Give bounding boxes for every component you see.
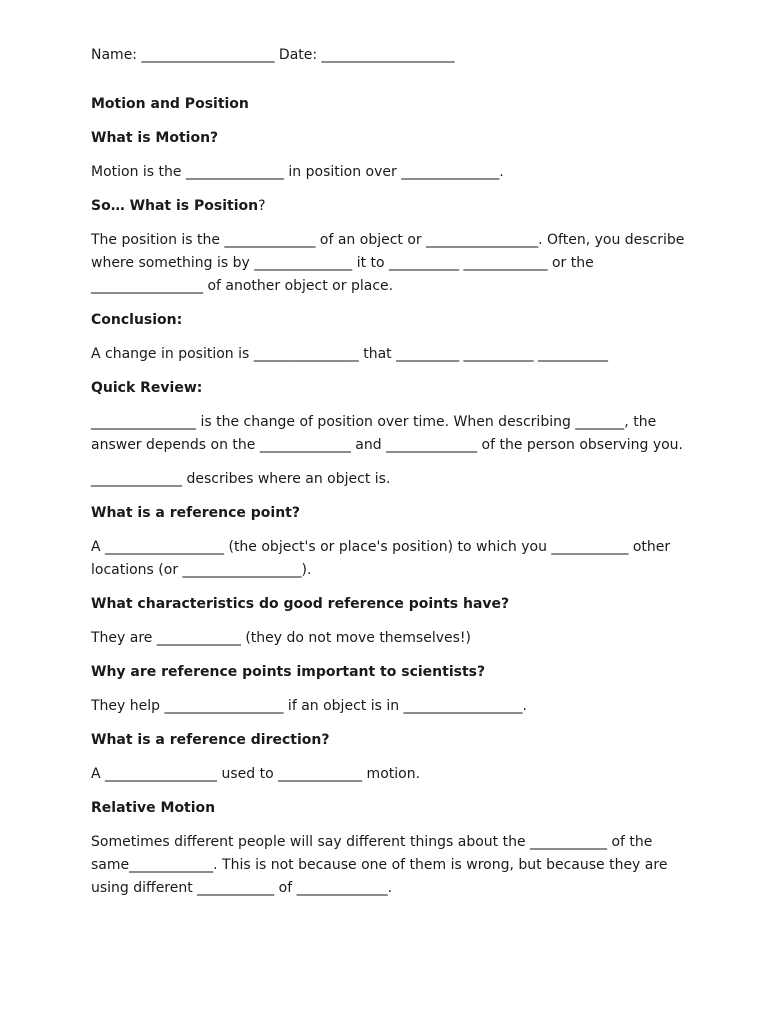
name-date-line: Name: ___________________ Date: ___________________ xyxy=(91,47,455,63)
section-text-quick-review-2: _____________ describes where an object is. xyxy=(91,471,391,487)
section-text-quick-review-1: _______________ is the change of position over time. When describing _______, the answer depends on the _____________ and _____________ of the person observing you. xyxy=(91,414,684,453)
section-heading-characteristics: What characteristics do good reference points have? xyxy=(91,596,510,612)
section-text-conclusion: A change in position is _______________ that _________ __________ __________ xyxy=(91,346,608,362)
section-text-position: The position is the _____________ of an object or ________________. Often, you describe where something is by ______________ it to __________ ____________ or the ________________ of another object or place. xyxy=(91,232,685,294)
section-text-relative-motion: Sometimes different people will say different things about the ___________ of the same____________. This is not because one of them is wrong, but because they are using different ___________ of _____________. xyxy=(91,834,668,896)
section-heading-quick-review: Quick Review: xyxy=(91,380,203,396)
section-text-reference-direction: A ________________ used to ____________ motion. xyxy=(91,766,421,782)
section-heading-reference-point: What is a reference point? xyxy=(91,505,300,521)
worksheet-page xyxy=(91,44,691,900)
section-heading-importance: Why are reference points important to scientists? xyxy=(91,664,486,680)
section-text-motion: Motion is the ______________ in position over ______________. xyxy=(91,164,504,180)
section-text-reference-point: A _________________ (the object's or place's position) to which you ___________ other locations (or _________________). xyxy=(91,539,671,578)
section-heading-position xyxy=(91,195,691,218)
section-heading-reference-direction: What is a reference direction? xyxy=(91,732,330,748)
section-heading-conclusion: Conclusion: xyxy=(91,312,183,328)
section-heading-motion: What is Motion? xyxy=(91,130,219,146)
section-text-importance: They help _________________ if an object is in _________________. xyxy=(91,698,527,714)
section-text-characteristics: They are ____________ (they do not move themselves!) xyxy=(91,630,471,646)
worksheet-title: Motion and Position xyxy=(91,96,249,112)
section-heading-relative-motion: Relative Motion xyxy=(91,800,216,816)
section-heading-position-text: So… What is Position xyxy=(91,198,259,214)
section-heading-position-tail: ? xyxy=(258,198,266,214)
